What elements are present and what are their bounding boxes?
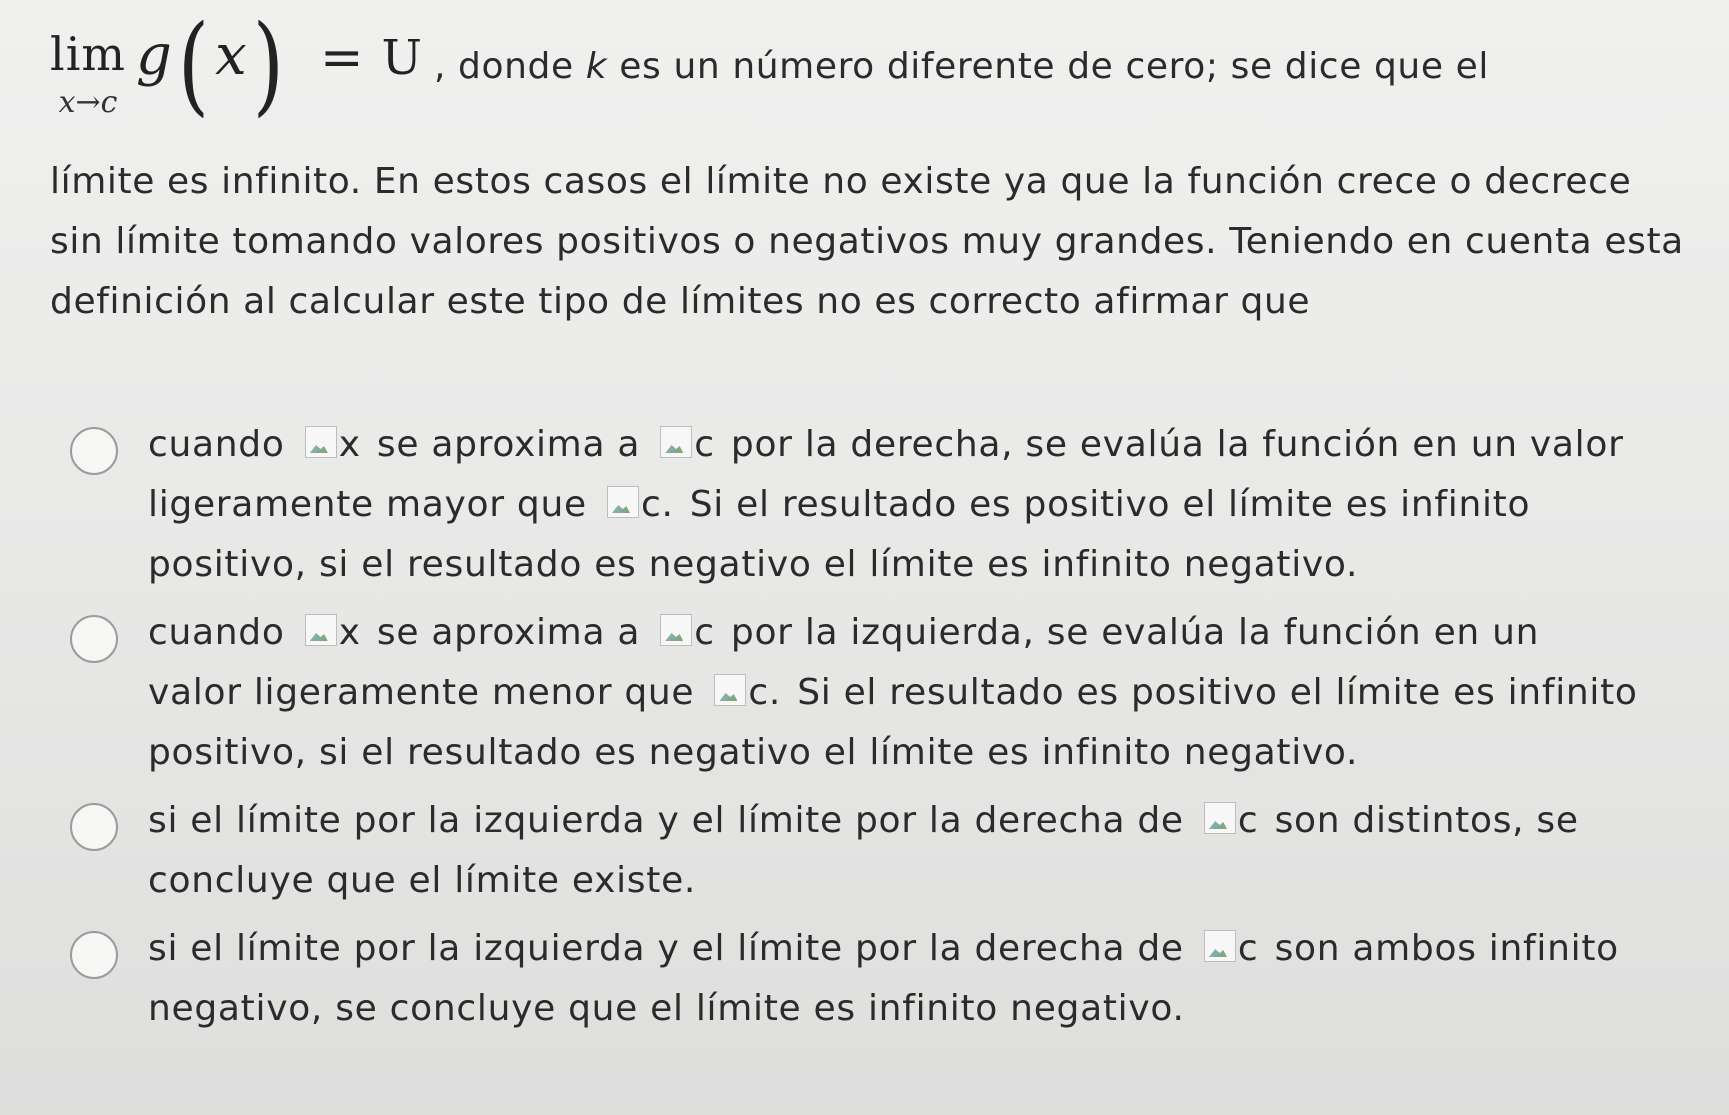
option-1-text-a: cuando <box>148 424 297 465</box>
line1-prefix: , donde <box>433 46 586 87</box>
answer-option-3[interactable] <box>70 791 1670 911</box>
radio-button-3[interactable] <box>70 803 118 851</box>
option-1-text-c: por la derecha, se evalúa la función en un valor ligeramente mayor que <box>148 424 1624 525</box>
option-4-text-b: son ambos infinito negativo, se concluye que el límite es infinito negativo. <box>148 928 1619 1029</box>
broken-image-icon <box>305 426 337 458</box>
radio-button-4[interactable] <box>70 931 118 979</box>
broken-image-icon <box>1204 802 1236 834</box>
broken-image-icon <box>714 674 746 706</box>
k-variable: k <box>585 46 608 87</box>
radio-button-1[interactable] <box>70 427 118 475</box>
function-name: g <box>136 23 172 88</box>
option-text-1[interactable] <box>148 415 1638 595</box>
question-line1-text <box>434 42 1489 92</box>
option-text-4[interactable] <box>148 919 1638 1039</box>
lim-word: lim <box>50 27 127 81</box>
answer-option-2[interactable] <box>70 603 1670 783</box>
option-2-var-c2: c. <box>748 672 782 713</box>
broken-image-icon <box>607 486 639 518</box>
option-text-2[interactable] <box>148 603 1638 783</box>
function-variable: x <box>215 23 247 88</box>
broken-image-icon <box>660 614 692 646</box>
option-1-text-b: se aproxima a <box>364 424 653 465</box>
option-3-text-a: si el límite por la izquierda y el límite por la derecha de <box>148 800 1196 841</box>
broken-image-icon <box>660 426 692 458</box>
line1-suffix: es un número diferente de cero; se dice que el <box>607 46 1489 87</box>
lim-subscript: x→c <box>58 85 118 120</box>
option-3-var-c: c <box>1237 800 1259 841</box>
limit-value: U <box>381 30 422 86</box>
question-stem <box>50 1 1690 332</box>
option-4-text-a: si el límite por la izquierda y el límite por la derecha de <box>148 928 1196 969</box>
option-2-var-x: x <box>338 612 361 653</box>
option-2-text-c: por la izquierda, se evalúa la función en un valor ligeramente menor que <box>148 612 1540 713</box>
option-3-text-b: son distintos, se concluye que el límite existe. <box>148 800 1579 901</box>
radio-button-2[interactable] <box>70 615 118 663</box>
limit-operator <box>50 27 127 120</box>
option-2-text-b: se aproxima a <box>364 612 653 653</box>
option-1-text-d: Si el resultado es positivo el límite es infinito positivo, si el resultado es negativo el límite es infinito negativo. <box>148 484 1531 585</box>
left-paren: ( <box>177 1 210 128</box>
broken-image-icon <box>1204 930 1236 962</box>
option-1-var-c2: c. <box>640 484 674 525</box>
option-2-var-c: c <box>694 612 715 653</box>
limit-expression <box>50 1 422 128</box>
question-first-line <box>50 1 1690 150</box>
option-1-var-c: c <box>694 424 715 465</box>
question-paragraph: límite es infinito. En estos casos el límite no existe ya que la función crece o decrece sin límite tomando valores positivos o negativos muy grandes. Teniendo en cuenta esta definición al calcular este tipo de límites no es correcto afirmar que <box>50 161 1684 322</box>
option-2-text-a: cuando <box>148 612 297 653</box>
answer-option-1[interactable] <box>70 415 1670 595</box>
option-1-var-x: x <box>338 424 361 465</box>
option-2-text-d: Si el resultado es positivo el límite es infinito positivo, si el resultado es negativo el límite es infinito negativo. <box>148 672 1638 773</box>
option-text-3[interactable] <box>148 791 1638 911</box>
answer-option-4[interactable] <box>70 919 1670 1039</box>
right-paren: ) <box>252 1 284 128</box>
option-4-var-c: c <box>1237 928 1259 969</box>
broken-image-icon <box>305 614 337 646</box>
equals-sign: = <box>319 28 364 88</box>
answer-options <box>70 415 1670 1047</box>
